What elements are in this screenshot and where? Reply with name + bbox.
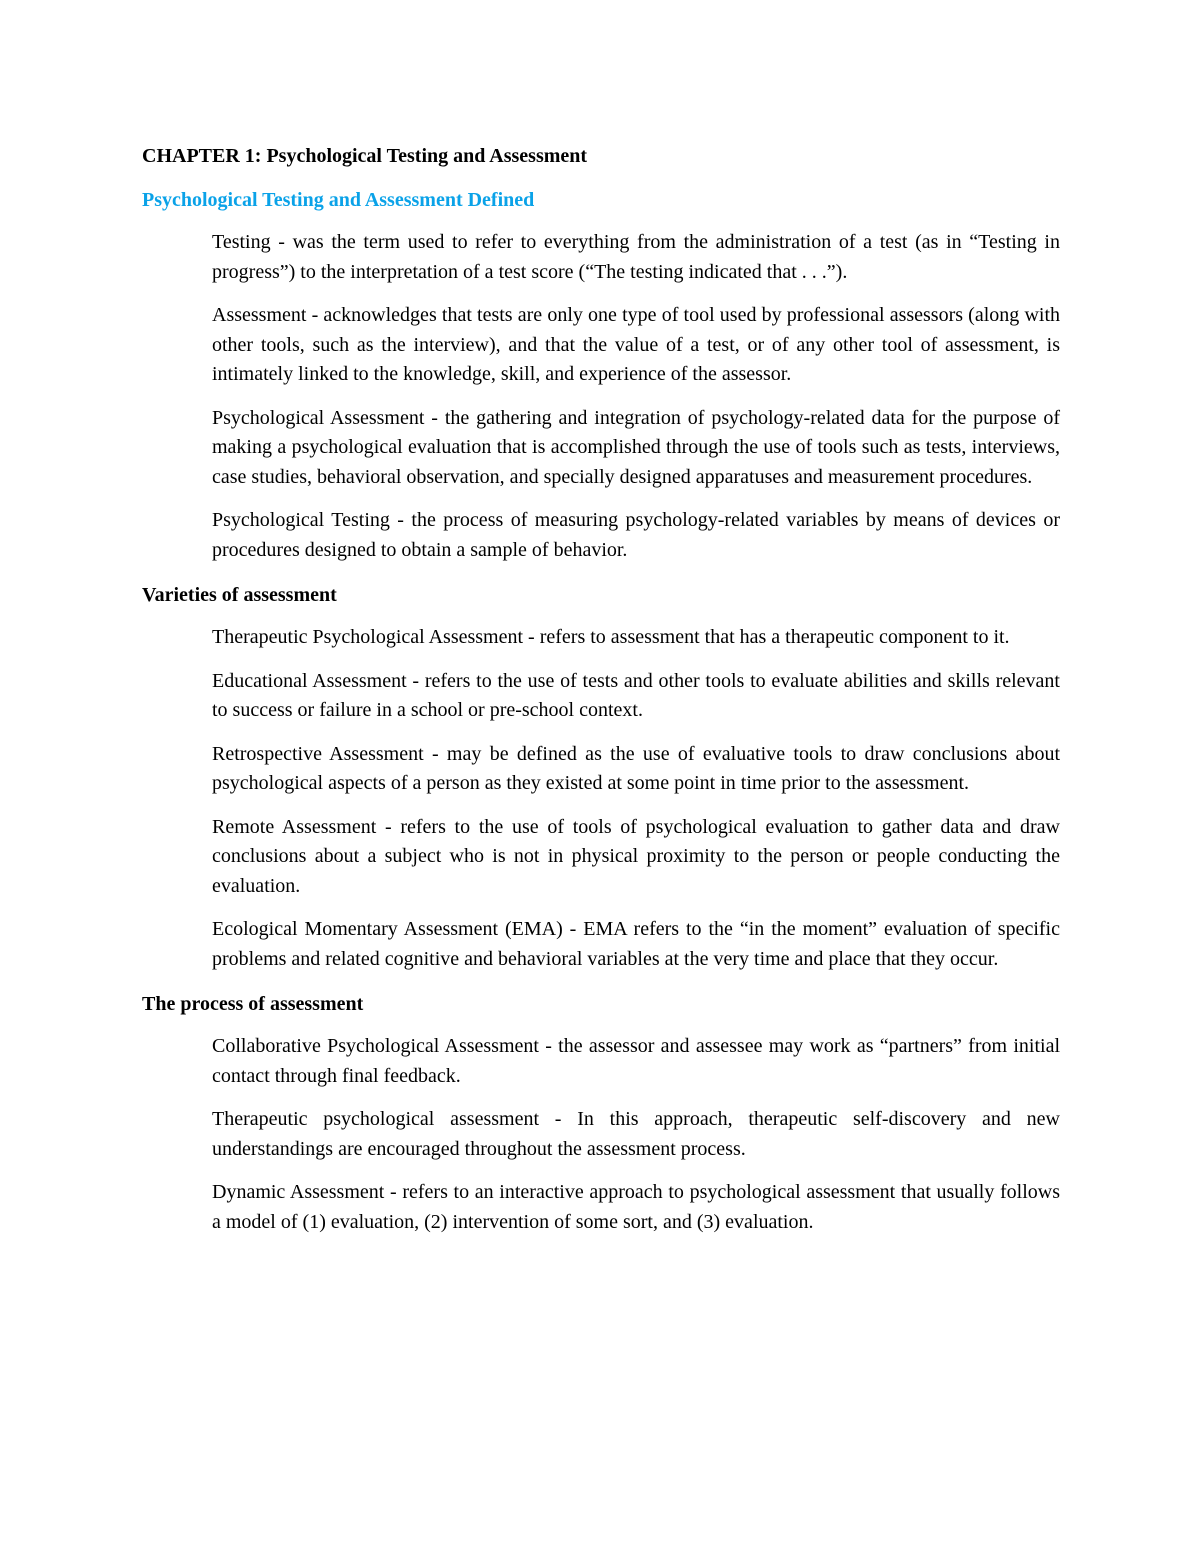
document-page [142,140,1060,1251]
paragraph-psychological-assessment: Psychological Assessment - the gathering and integration of psychology-related data for the purpose of making a psychological evaluation that is accomplished through the use of tools such as tests, interviews, case studies, behavioral observation, and specially designed apparatuses and measurement procedures. [212,406,1060,488]
chapter-title: CHAPTER 1: Psychological Testing and Assessment [142,145,588,167]
paragraph-retrospective-assessment: Retrospective Assessment - may be defined as the use of evaluative tools to draw conclusions about psychological aspects of a person as they existed at some point in time prior to the assessment. [212,742,1060,794]
section-heading-definitions: Psychological Testing and Assessment Defined [142,189,535,211]
section-heading-process: The process of assessment [142,993,364,1015]
paragraph-therapeutic-assessment: Therapeutic Psychological Assessment - refers to assessment that has a therapeutic component to it. [212,626,1010,648]
section-heading-varieties: Varieties of assessment [142,584,337,606]
paragraph-assessment: Assessment - acknowledges that tests are only one type of tool used by professional assessors (along with other tools, such as the interview), and that the value of a test, or of any other tool of assessment, is intimately linked to the knowledge, skill, and experience of the assessor. [212,304,1060,385]
paragraph-educational-assessment: Educational Assessment - refers to the use of tests and other tools to evaluate abilities and skills relevant to success or failure in a school or pre-school context. [212,669,1060,721]
paragraph-therapeutic-psychological-assessment: Therapeutic psychological assessment - In this approach, therapeutic self-discovery and new understandings are encouraged throughout the assessment process. [212,1108,1060,1160]
paragraph-dynamic-assessment: Dynamic Assessment - refers to an interactive approach to psychological assessment that usually follows a model of (1) evaluation, (2) intervention of some sort, and (3) evaluation. [212,1181,1060,1233]
paragraph-remote-assessment: Remote Assessment - refers to the use of tools of psychological evaluation to gather data and draw conclusions about a subject who is not in physical proximity to the person or people conducting the evaluation. [212,815,1060,897]
paragraph-ema: Ecological Momentary Assessment (EMA) - EMA refers to the “in the moment” evaluation of specific problems and related cognitive and behavioral variables at the very time and place that they occur. [212,918,1060,970]
paragraph-psychological-testing: Psychological Testing - the process of measuring psychology-related variables by means of devices or procedures designed to obtain a sample of behavior. [212,509,1060,561]
paragraph-testing: Testing - was the term used to refer to everything from the administration of a test (as in “Testing in progress”) to the interpretation of a test score (“The testing indicated that . . .”). [212,231,1060,283]
paragraph-collaborative-assessment: Collaborative Psychological Assessment - the assessor and assessee may work as “partners” from initial contact through final feedback. [212,1035,1060,1087]
